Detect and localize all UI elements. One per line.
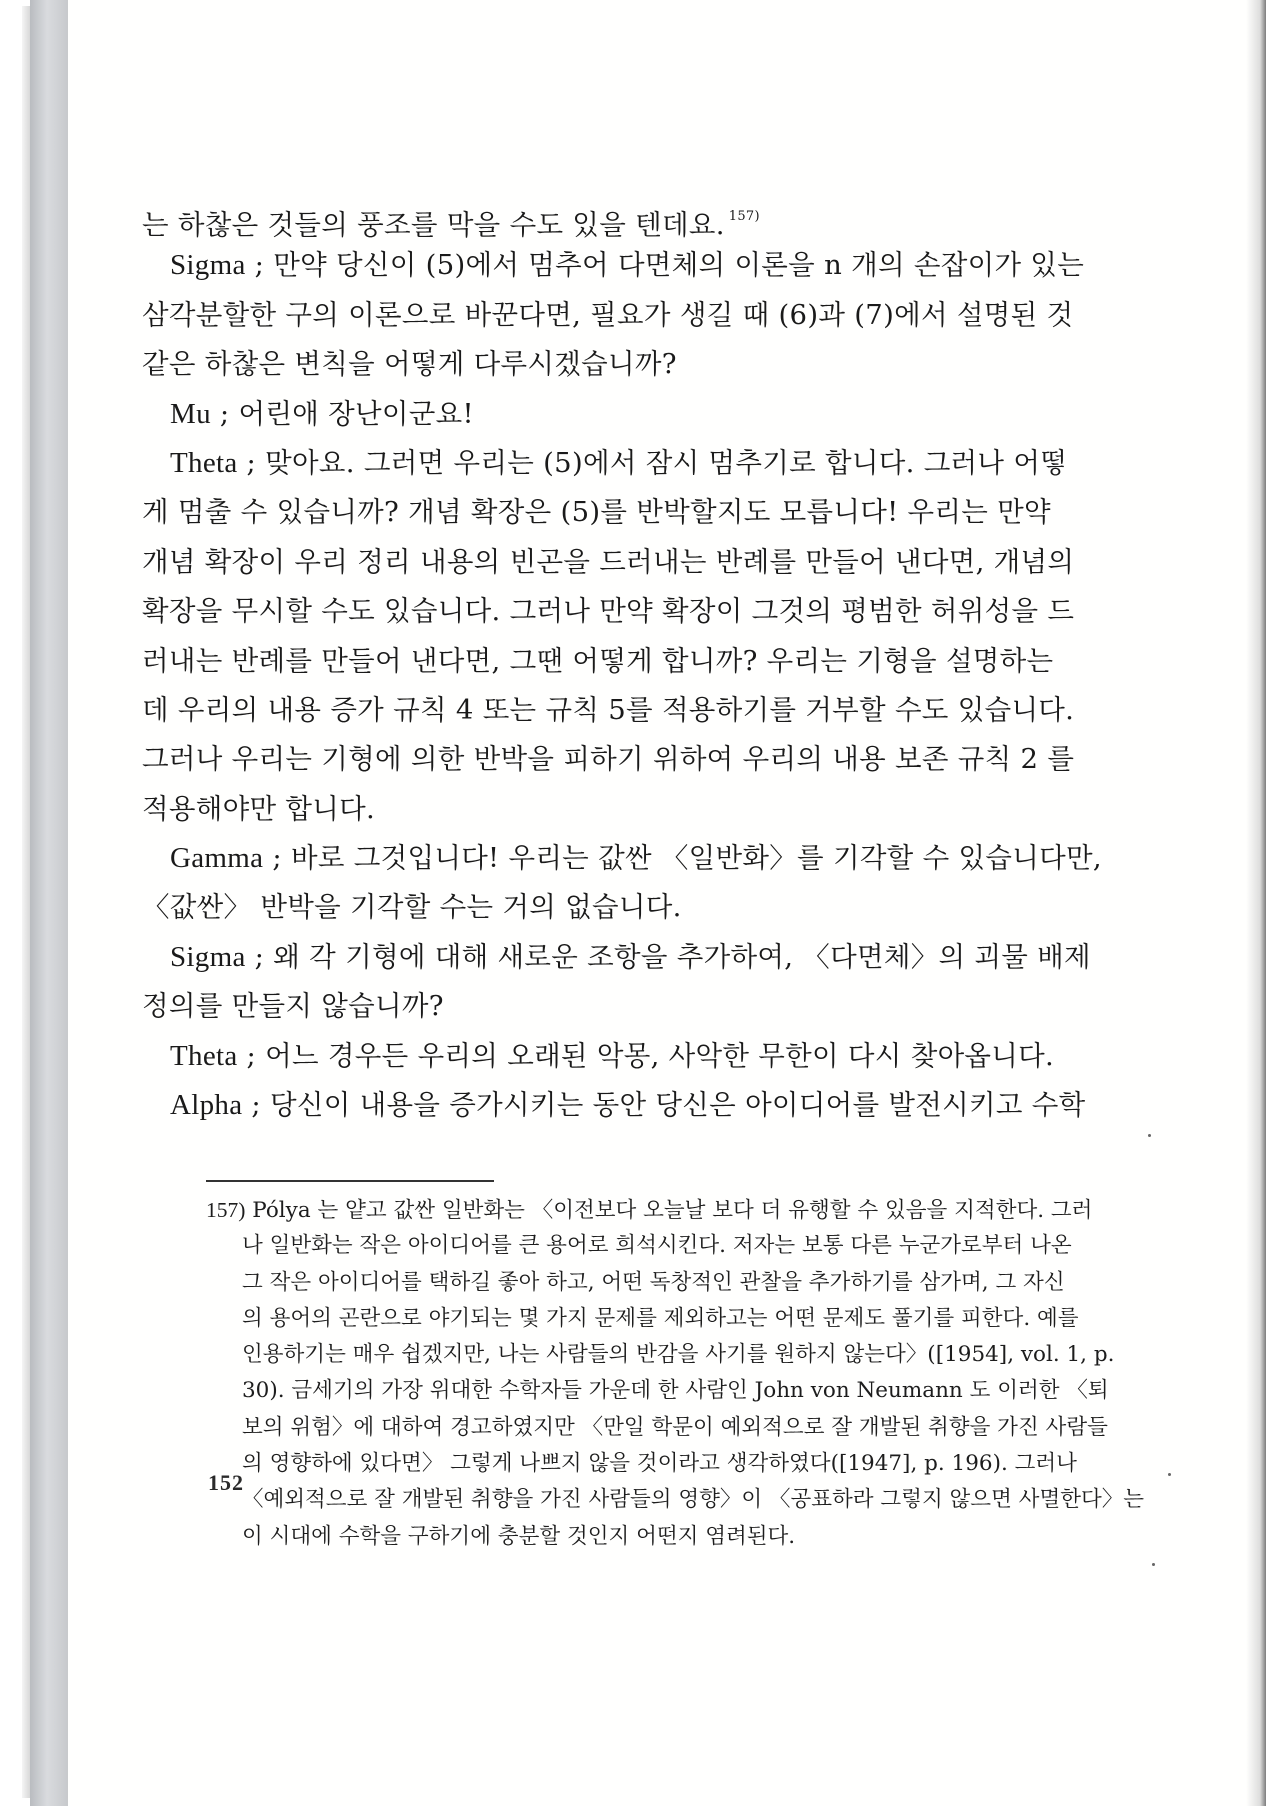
speaker-name: Alpha — [170, 1089, 243, 1122]
body-line: Gamma ; 바로 그것입니다! 우리는 값싼 〈일반화〉를 기각할 수 있습니다만, — [170, 842, 1102, 875]
footnote-divider — [206, 1180, 494, 1182]
footnote-reference: 157) — [728, 209, 760, 224]
footnote-line: 보의 위험〉에 대하여 경고하였지만 〈만일 학문이 예외적으로 잘 개발된 취향을 가진 사람들 — [242, 1414, 1108, 1440]
paper-speck — [1168, 1473, 1171, 1476]
body-line: 개념 확장이 우리 정리 내용의 빈곤을 드러내는 반례를 만들어 낸다면, 개념의 — [142, 545, 1075, 578]
body-line: Theta ; 맞아요. 그러면 우리는 (5)에서 잠시 멈추기로 합니다. 그러나 어떻 — [170, 446, 1068, 479]
body-line: 게 멈출 수 있습니까? 개념 확장은 (5)를 반박할지도 모릅니다! 우리는 만약 — [142, 496, 1051, 529]
body-line: 〈값싼〉 반박을 기각할 수는 거의 없습니다. — [142, 891, 682, 924]
footnote — [206, 1192, 1145, 1555]
body-line: Sigma ; 만약 당신이 (5)에서 멈추어 다면체의 이론을 n 개의 손잡이가 있는 — [170, 249, 1085, 282]
body-line: Alpha ; 당신이 내용을 증가시키는 동안 당신은 아이디어를 발전시키고 수학 — [170, 1089, 1086, 1122]
page-number: 152 — [208, 1470, 244, 1495]
body-line: Mu ; 어린애 장난이군요! — [170, 397, 474, 430]
footnote-line: 나 일반화는 작은 아이디어를 큰 용어로 희석시킨다. 저자는 보통 다른 누군가로부터 나온 — [242, 1233, 1072, 1259]
body-line: 러내는 반례를 만들어 낸다면, 그땐 어떻게 합니까? 우리는 기형을 설명하는 — [142, 644, 1054, 677]
body-line: 적용해야만 합니다. — [142, 792, 376, 825]
speaker-name: Theta — [170, 446, 238, 479]
footnote-line: 이 시대에 수학을 구하기에 충분할 것인지 어떤지 염려된다. — [242, 1523, 796, 1549]
footnote-line: 의 용어의 곤란으로 야기되는 몇 가지 문제를 제외하고는 어떤 문제도 풀기를 피한다. 예를 — [242, 1305, 1079, 1331]
paper-speck — [1148, 1134, 1151, 1137]
body-line: 정의를 만들지 않습니까? — [142, 990, 444, 1023]
book-spine — [30, 0, 69, 1806]
speaker-name: Theta — [170, 1039, 238, 1072]
page-edge-shadow — [1246, 0, 1266, 1806]
footnote-line: 157) Pólya 는 얕고 값싼 일반화는 〈이전보다 오늘날 보다 더 유행할 수 있음을 지적한다. 그러 — [206, 1198, 1093, 1223]
speaker-name: Gamma — [170, 842, 264, 875]
footnote-line: 30). 금세기의 가장 위대한 수학자들 가운데 한 사람인 John von Neumann 도 이러한 〈퇴 — [242, 1378, 1109, 1404]
body-line: Sigma ; 왜 각 기형에 대해 새로운 조항을 추가하여, 〈다면체〉의 괴물 배제 — [170, 940, 1091, 973]
footnote-line: 의 영향하에 있다면〉 그렇게 나쁘지 않을 것이라고 생각하였다([1947], p. 196). 그러나 — [242, 1451, 1077, 1477]
body-line: 는 하찮은 것들의 풍조를 막을 수도 있을 텐데요. $^{157)}$ — [142, 209, 760, 241]
footnote-number: 157) — [206, 1198, 246, 1222]
body-text — [142, 192, 1122, 1130]
body-line: 삼각분할한 구의 이론으로 바꾼다면, 필요가 생길 때 (6)과 (7)에서 설명된 것 — [142, 298, 1074, 331]
body-line: 확장을 무시할 수도 있습니다. 그러나 만약 확장이 그것의 평범한 허위성을 드 — [142, 595, 1075, 628]
speaker-name: Sigma — [170, 249, 246, 282]
body-line: 같은 하찮은 변칙을 어떻게 다루시겠습니까? — [142, 348, 677, 381]
body-line: 데 우리의 내용 증가 규칙 4 또는 규칙 5를 적용하기를 거부할 수도 있습니다. — [142, 693, 1075, 726]
footnote-line: 〈예외적으로 잘 개발된 취향을 가진 사람들의 영향〉이 〈공표하라 그렇지 않으면 사멸한다〉는 — [242, 1487, 1145, 1513]
footnote-line: 인용하기는 매우 쉽겠지만, 나는 사람들의 반감을 사기를 원하지 않는다〉([1954], vol. 1, p. — [242, 1342, 1115, 1368]
paper-speck — [1152, 1563, 1155, 1566]
speaker-name: Mu — [170, 397, 211, 430]
footnote-line: 그 작은 아이디어를 택하길 좋아 하고, 어떤 독창적인 관찰을 추가하기를 삼가며, 그 자신 — [242, 1269, 1065, 1295]
speaker-name: Sigma — [170, 940, 246, 973]
body-line: Theta ; 어느 경우든 우리의 오래된 악몽, 사악한 무한이 다시 찾아옵니다. — [170, 1039, 1055, 1072]
body-line: 그러나 우리는 기형에 의한 반박을 피하기 위하여 우리의 내용 보존 규칙 2 를 — [142, 743, 1075, 776]
